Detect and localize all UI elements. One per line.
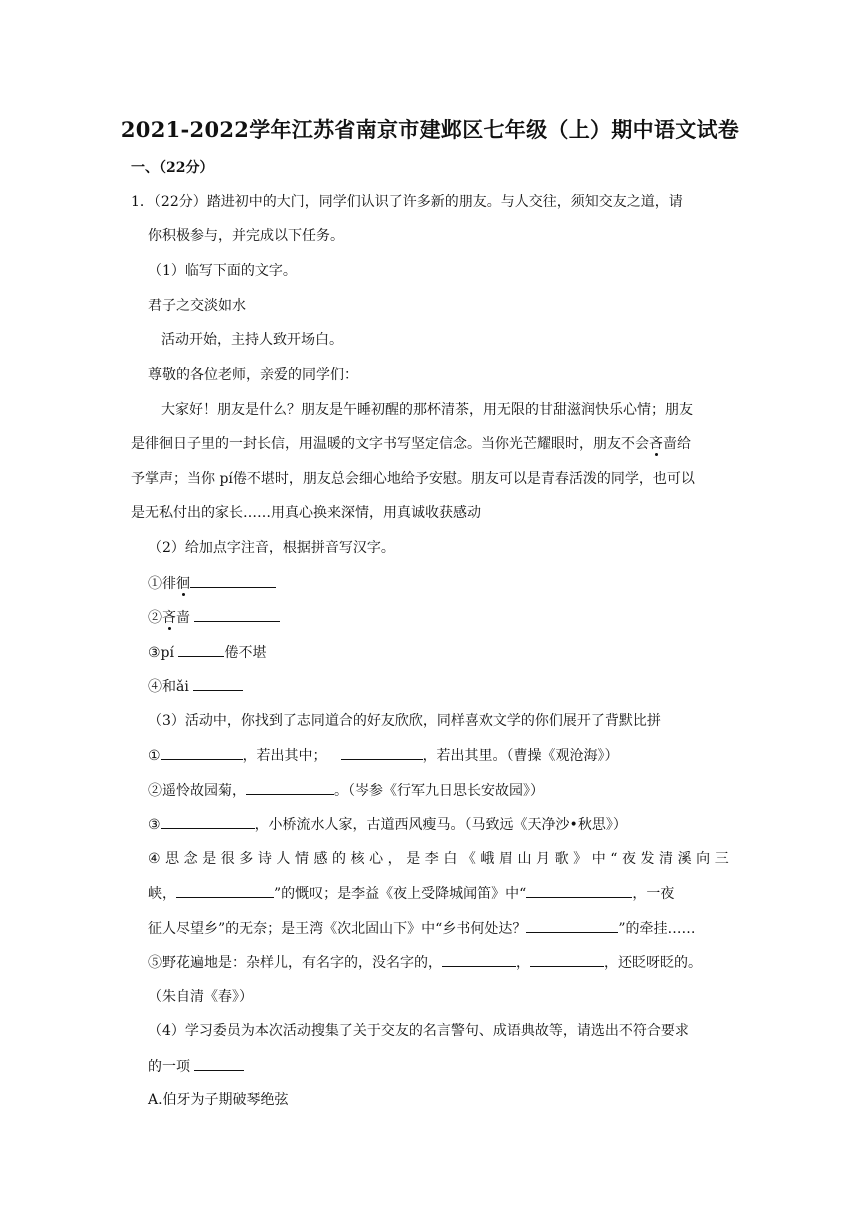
subquestion-2: （2）给加点字注音，根据拼音写汉字。	[148, 540, 395, 556]
poem-5-sep: ，	[516, 955, 530, 971]
poem-item-4-line2	[148, 883, 674, 904]
item2-4-text: ④和ǎi	[148, 679, 194, 695]
subquestion-4-text: 的一项	[148, 1059, 195, 1075]
poem-4-char: ，	[387, 851, 402, 867]
answer-blank[interactable]	[161, 814, 255, 829]
answer-blank[interactable]	[194, 607, 280, 622]
item2-2-text: 啬	[176, 610, 195, 626]
poem-4-char: ④	[148, 851, 161, 867]
poem-4-char: 的	[332, 851, 347, 867]
poem-5-source: （朱自清《春》）	[148, 989, 253, 1005]
poem-1-text-a: ，若出其中；	[242, 748, 327, 764]
answer-blank[interactable]	[178, 642, 224, 657]
poem-item-5	[148, 952, 702, 973]
poem-item-2	[148, 780, 544, 801]
poem-4-char: 山	[517, 851, 532, 867]
option-a: A.伯牙为子期破琴绝弦	[148, 1092, 289, 1108]
poem-4-text-a: 峡，	[148, 886, 176, 902]
poem-4-char: 清	[659, 851, 674, 867]
poem-item-4-line1	[148, 849, 729, 869]
answer-blank[interactable]	[190, 573, 276, 588]
item2-4	[148, 676, 243, 697]
speech-line-2-part-c: 啬给	[663, 436, 691, 452]
poem-4-char: 是	[202, 851, 217, 867]
item2-3-tail: 倦不堪	[224, 645, 267, 661]
speech-line-2	[131, 434, 691, 454]
answer-blank[interactable]	[341, 745, 423, 760]
section-heading: 一、（22分）	[131, 160, 214, 176]
poem-5-text-a: ⑤野花遍地是：杂样儿，有名字的，没名字的，	[148, 955, 442, 971]
item2-3	[148, 642, 266, 663]
poem-4-char: 《	[461, 851, 476, 867]
poem-4-char: 中	[591, 851, 606, 867]
poem-1-num: ①	[148, 748, 161, 764]
answer-blank[interactable]	[530, 952, 604, 967]
poem-4-text-e: ”的牵挂……	[618, 921, 696, 937]
poem-4-char: 白	[443, 851, 458, 867]
poem-4-char: 情	[294, 851, 309, 867]
poem-item-1	[148, 745, 619, 766]
item2-2	[148, 607, 280, 628]
poem-4-char: 多	[239, 851, 254, 867]
poem-4-char: 溪	[677, 851, 692, 867]
dotted-char: 徊	[176, 576, 190, 592]
poem-4-char: 念	[183, 851, 198, 867]
subquestion-1: （1）临写下面的文字。	[148, 263, 297, 279]
poem-4-text-d: 征人尽望乡”的无奈；是王湾《次北固山下》中“乡书何处达？	[148, 921, 527, 937]
poem-4-char: 月	[536, 851, 551, 867]
answer-blank[interactable]	[442, 952, 516, 967]
poem-item-3	[148, 814, 627, 835]
poem-4-char: 心	[369, 851, 384, 867]
dotted-char: 吝	[649, 436, 663, 452]
poem-4-char: 眉	[498, 851, 513, 867]
item2-2-num: ②	[148, 610, 162, 626]
subquestion-3: （3）活动中，你找到了志同道合的好友欣欣，同样喜欢文学的你们展开了背默比拼	[148, 713, 661, 729]
dotted-char: 吝	[162, 610, 176, 626]
poem-2-text-a: ②遥怜故园菊，	[148, 783, 246, 799]
item2-1	[148, 573, 276, 594]
answer-blank[interactable]	[161, 745, 243, 760]
answer-blank[interactable]	[526, 918, 618, 933]
poem-4-char: 感	[313, 851, 328, 867]
subquestion-4-line2	[148, 1056, 244, 1077]
poem-4-char: “	[610, 851, 618, 867]
speech-line-4: 是无私付出的家长……用真心换来深情，用真诚收获感动	[131, 505, 481, 521]
poem-2-text-b: 。（岑参《行军九日思长安故园》）	[334, 783, 544, 799]
poem-4-char: 李	[424, 851, 439, 867]
poem-4-char: 》	[573, 851, 588, 867]
answer-blank[interactable]	[176, 883, 274, 898]
speech-line-3: 予掌声；当你 pí倦不堪时，朋友总会细心地给予安慰。朋友可以是青春活泼的同学，也可以	[131, 471, 695, 487]
poem-5-text-c: ，还眨呀眨的。	[604, 955, 702, 971]
item2-3-text: ③pí	[148, 645, 179, 661]
page-title: 2021-2022学年江苏省南京市建邺区七年级（上）期中语文试卷	[120, 117, 740, 142]
poem-4-char: 诗	[257, 851, 272, 867]
answer-blank[interactable]	[526, 883, 632, 898]
speech-line-1: 大家好！朋友是什么？朋友是午睡初醒的那杯清茶，用无限的甘甜滋润快乐心情；朋友	[161, 402, 693, 418]
answer-blank[interactable]	[193, 676, 243, 691]
poem-4-char: 向	[696, 851, 711, 867]
poem-4-char: 是	[406, 851, 421, 867]
poem-4-char: 很	[220, 851, 235, 867]
copy-text: 君子之交淡如水	[148, 298, 246, 314]
poem-3-text: ，小桥流水人家，古道西风瘦马。（马致远《天净沙•秋思》）	[254, 817, 627, 833]
poem-4-text-b: ”的慨叹；是李益《夜上受降城闻笛》中“	[274, 886, 527, 902]
poem-4-char: 三	[714, 851, 729, 867]
poem-4-char: 发	[640, 851, 655, 867]
poem-4-char: 夜	[621, 851, 636, 867]
answer-blank[interactable]	[246, 780, 334, 795]
subquestion-4-line1: （4）学习委员为本次活动搜集了关于交友的名言警句、成语典故等，请选出不符合要求	[148, 1023, 689, 1039]
poem-4-char: 人	[276, 851, 291, 867]
poem-3-num: ③	[148, 817, 161, 833]
question-intro-line2: 你积极参与，并完成以下任务。	[148, 228, 344, 244]
greeting-line: 尊敬的各位老师，亲爱的同学们：	[148, 367, 358, 383]
item2-1-text: ①徘	[148, 576, 176, 592]
poem-4-text-c: ，一夜	[632, 886, 675, 902]
poem-4-char: 思	[165, 851, 180, 867]
poem-4-char: 歌	[554, 851, 569, 867]
poem-1-text-b: ，若出其里。（曹操《观沧海》）	[422, 748, 619, 764]
poem-4-char: 核	[350, 851, 365, 867]
poem-item-4-line3	[148, 918, 696, 939]
poem-4-char: 峨	[480, 851, 495, 867]
host-line: 活动开始，主持人致开场白。	[161, 332, 343, 348]
question-intro-line1: 1．（22分）踏进初中的大门，同学们认识了许多新的朋友。与人交往，须知交友之道，请	[131, 194, 683, 210]
answer-blank[interactable]	[194, 1056, 244, 1071]
speech-line-2-part-a: 是徘徊日子里的一封长信，用温暖的文字书写坚定信念。当你光芒耀眼时，朋友不会	[131, 436, 649, 452]
